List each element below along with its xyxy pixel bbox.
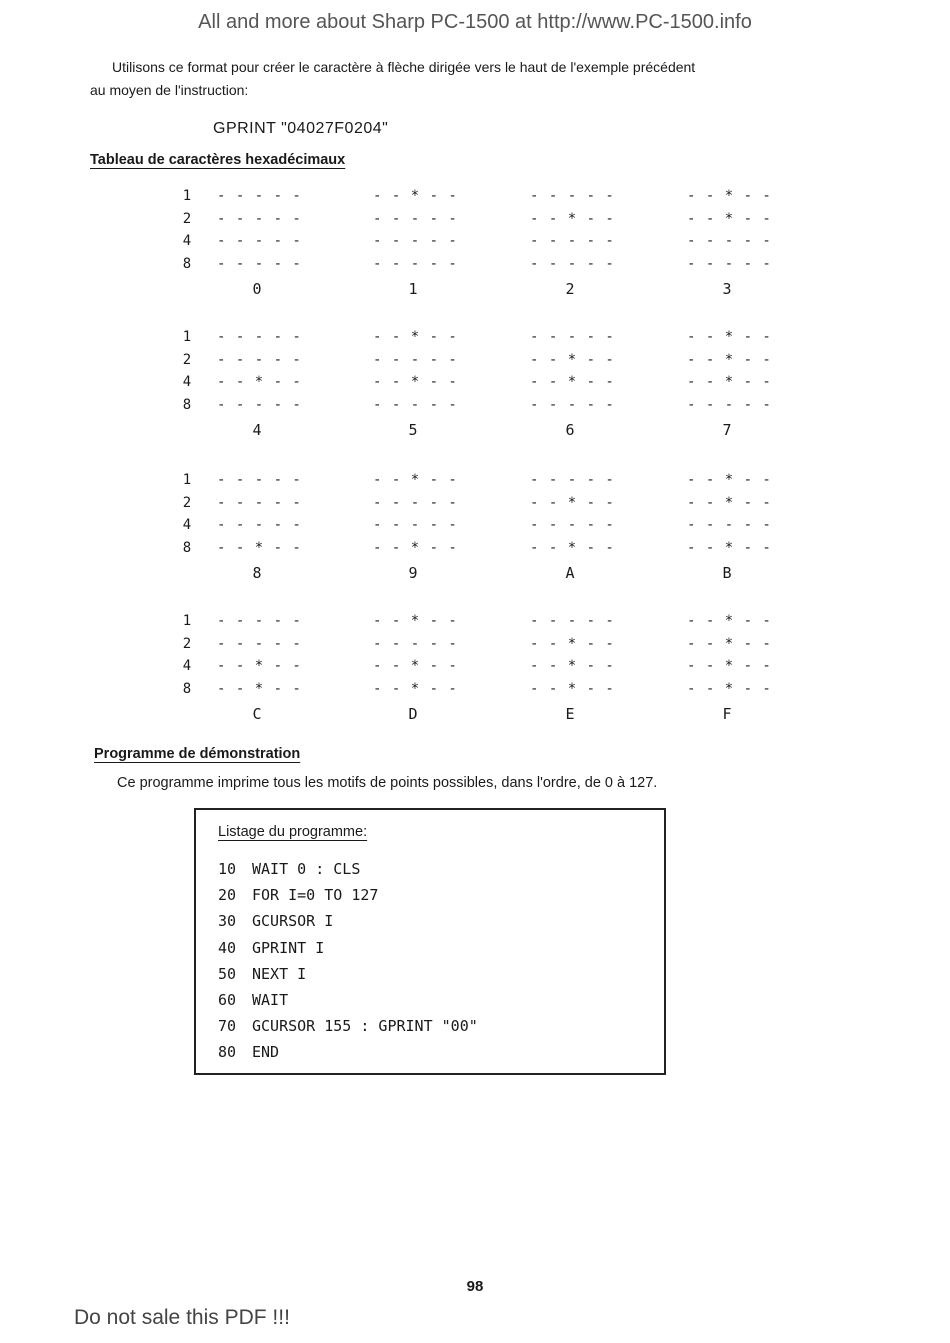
header-banner: All and more about Sharp PC-1500 at http://www.PC-1500.info xyxy=(198,11,752,33)
row-label: 2 xyxy=(182,494,192,511)
dot-row: - - * - - xyxy=(373,329,458,345)
demo-title: Programme de démonstration xyxy=(94,746,301,762)
hex-label: B xyxy=(722,564,732,582)
dot-row: - - * - - xyxy=(530,494,615,511)
dot-row: - - * - - xyxy=(687,374,772,390)
dot-row: - - * - - xyxy=(217,539,302,556)
code-line xyxy=(218,1043,279,1061)
dot-row: - - * - - xyxy=(530,210,615,227)
line-number: 70 xyxy=(218,1017,237,1036)
dot-row: - - - - - xyxy=(373,351,458,368)
dot-row: - - * - - xyxy=(687,658,772,674)
code-line xyxy=(218,965,306,983)
code-line xyxy=(218,912,333,930)
line-code: GCURSOR 155 : GPRINT "00" xyxy=(252,1017,478,1036)
dot-row: - - - - - xyxy=(217,255,302,272)
row-label: 4 xyxy=(182,658,192,674)
dot-row: - - - - - xyxy=(530,329,615,345)
program-listing-box xyxy=(194,808,666,1075)
row-label: 4 xyxy=(182,517,192,533)
dot-row: - - * - - xyxy=(687,539,772,556)
dot-row: - - * - - xyxy=(530,680,615,697)
line-code: WAIT 0 : CLS xyxy=(252,860,361,878)
line-number: 40 xyxy=(218,938,237,957)
line-code: GCURSOR I xyxy=(252,912,334,931)
dot-row: - - * - - xyxy=(373,613,458,629)
dot-row: - - * - - xyxy=(373,188,458,204)
intro-line-1: Utilisons ce format pour créer le caractère à flèche dirigée vers le haut de l'exemple précédent xyxy=(112,59,696,75)
dot-row: - - - - - xyxy=(687,233,772,249)
dot-row: - - * - - xyxy=(687,680,772,697)
dot-row: - - - - - xyxy=(217,494,302,511)
row-label: 2 xyxy=(182,210,192,227)
hex-label: 5 xyxy=(408,421,418,439)
row-label: 1 xyxy=(182,613,192,629)
page-number: 98 xyxy=(466,1278,484,1295)
dot-row: - - - - - xyxy=(530,255,615,272)
dot-row: - - - - - xyxy=(373,396,458,413)
hex-label: 3 xyxy=(722,280,732,298)
code-line xyxy=(218,860,360,878)
row-label: 2 xyxy=(182,351,192,368)
dot-row: - - - - - xyxy=(373,494,458,511)
dot-row: - - - - - xyxy=(687,517,772,533)
hex-label: 7 xyxy=(722,421,732,439)
dot-row: - - - - - xyxy=(530,188,615,204)
hex-label: 0 xyxy=(252,280,262,298)
hex-label: 9 xyxy=(408,564,418,582)
dot-row: - - * - - xyxy=(530,539,615,556)
dot-row: - - - - - xyxy=(687,255,772,272)
dot-row: - - * - - xyxy=(687,351,772,368)
dot-row: - - * - - xyxy=(687,613,772,629)
dot-row: - - - - - xyxy=(373,635,458,652)
row-label: 1 xyxy=(182,188,192,204)
code-line xyxy=(218,1017,478,1035)
dot-row: - - * - - xyxy=(217,658,302,674)
dot-row: - - - - - xyxy=(217,351,302,368)
dot-row: - - - - - xyxy=(373,255,458,272)
dot-row: - - - - - xyxy=(217,210,302,227)
row-label: 8 xyxy=(182,396,192,413)
hex-label: F xyxy=(722,705,732,723)
hex-label: 6 xyxy=(565,421,575,439)
dot-row: - - * - - xyxy=(687,472,772,488)
dot-row: - - * - - xyxy=(373,374,458,390)
hex-label: 2 xyxy=(565,280,575,298)
dot-row: - - - - - xyxy=(217,635,302,652)
dot-row: - - * - - xyxy=(373,539,458,556)
line-code: FOR I=0 TO 127 xyxy=(252,886,379,905)
dot-row: - - * - - xyxy=(530,658,615,674)
row-label: 1 xyxy=(182,329,192,345)
dot-row: - - * - - xyxy=(373,658,458,674)
row-label: 1 xyxy=(182,472,192,488)
hex-label: 4 xyxy=(252,421,262,439)
line-number: 30 xyxy=(218,912,237,931)
gprint-example: GPRINT "04027F0204" xyxy=(213,120,389,137)
dot-row: - - * - - xyxy=(530,635,615,652)
dot-row: - - - - - xyxy=(530,472,615,488)
table-title: Tableau de caractères hexadécimaux xyxy=(90,152,346,168)
dot-row: - - - - - xyxy=(217,517,302,533)
dot-row: - - - - - xyxy=(217,613,302,629)
dot-row: - - - - - xyxy=(530,613,615,629)
dot-row: - - * - - xyxy=(687,494,772,511)
dot-row: - - - - - xyxy=(373,233,458,249)
dot-row: - - * - - xyxy=(373,680,458,697)
hex-label: C xyxy=(252,705,262,723)
intro-line-2: au moyen de l'instruction: xyxy=(90,82,249,98)
line-code: END xyxy=(252,1043,280,1062)
dot-row: - - * - - xyxy=(687,188,772,204)
dot-row: - - - - - xyxy=(217,233,302,249)
dot-row: - - - - - xyxy=(217,188,302,204)
row-label: 8 xyxy=(182,539,192,556)
hex-label: A xyxy=(565,564,575,582)
line-number: 80 xyxy=(218,1043,237,1062)
line-number: 10 xyxy=(218,860,237,878)
dot-row: - - - - - xyxy=(217,396,302,413)
dot-row: - - * - - xyxy=(530,374,615,390)
line-code: GPRINT I xyxy=(252,938,325,957)
dot-row: - - * - - xyxy=(217,374,302,390)
dot-row: - - - - - xyxy=(217,472,302,488)
line-number: 60 xyxy=(218,991,237,1009)
row-label: 4 xyxy=(182,233,192,249)
dot-row: - - - - - xyxy=(530,233,615,249)
code-line xyxy=(218,939,324,957)
dot-row: - - * - - xyxy=(687,329,772,345)
line-number: 20 xyxy=(218,886,237,905)
row-label: 8 xyxy=(182,680,192,697)
dot-row: - - - - - xyxy=(687,396,772,413)
dot-row: - - * - - xyxy=(687,210,772,227)
hex-label: D xyxy=(408,705,418,723)
dot-row: - - * - - xyxy=(530,351,615,368)
hex-label: 8 xyxy=(252,564,262,582)
code-line xyxy=(218,886,378,904)
footer-note: Do not sale this PDF !!! xyxy=(74,1306,290,1329)
row-label: 4 xyxy=(182,374,192,390)
dot-row: - - * - - xyxy=(373,472,458,488)
listing-title: Listage du programme: xyxy=(218,824,368,840)
line-code: WAIT xyxy=(252,991,289,1009)
code-line xyxy=(218,991,288,1009)
line-number: 50 xyxy=(218,964,237,983)
dot-row: - - - - - xyxy=(217,329,302,345)
dot-row: - - - - - xyxy=(530,396,615,413)
row-label: 2 xyxy=(182,635,192,652)
dot-row: - - * - - xyxy=(217,680,302,697)
dot-row: - - - - - xyxy=(530,517,615,533)
hex-label: E xyxy=(565,705,575,723)
dot-row: - - - - - xyxy=(373,517,458,533)
row-label: 8 xyxy=(182,255,192,272)
line-code: NEXT I xyxy=(252,964,307,983)
dot-row: - - * - - xyxy=(687,635,772,652)
hex-label: 1 xyxy=(408,280,418,298)
dot-row: - - - - - xyxy=(373,210,458,227)
demo-description: Ce programme imprime tous les motifs de points possibles, dans l'ordre, de 0 à 127. xyxy=(117,775,658,791)
